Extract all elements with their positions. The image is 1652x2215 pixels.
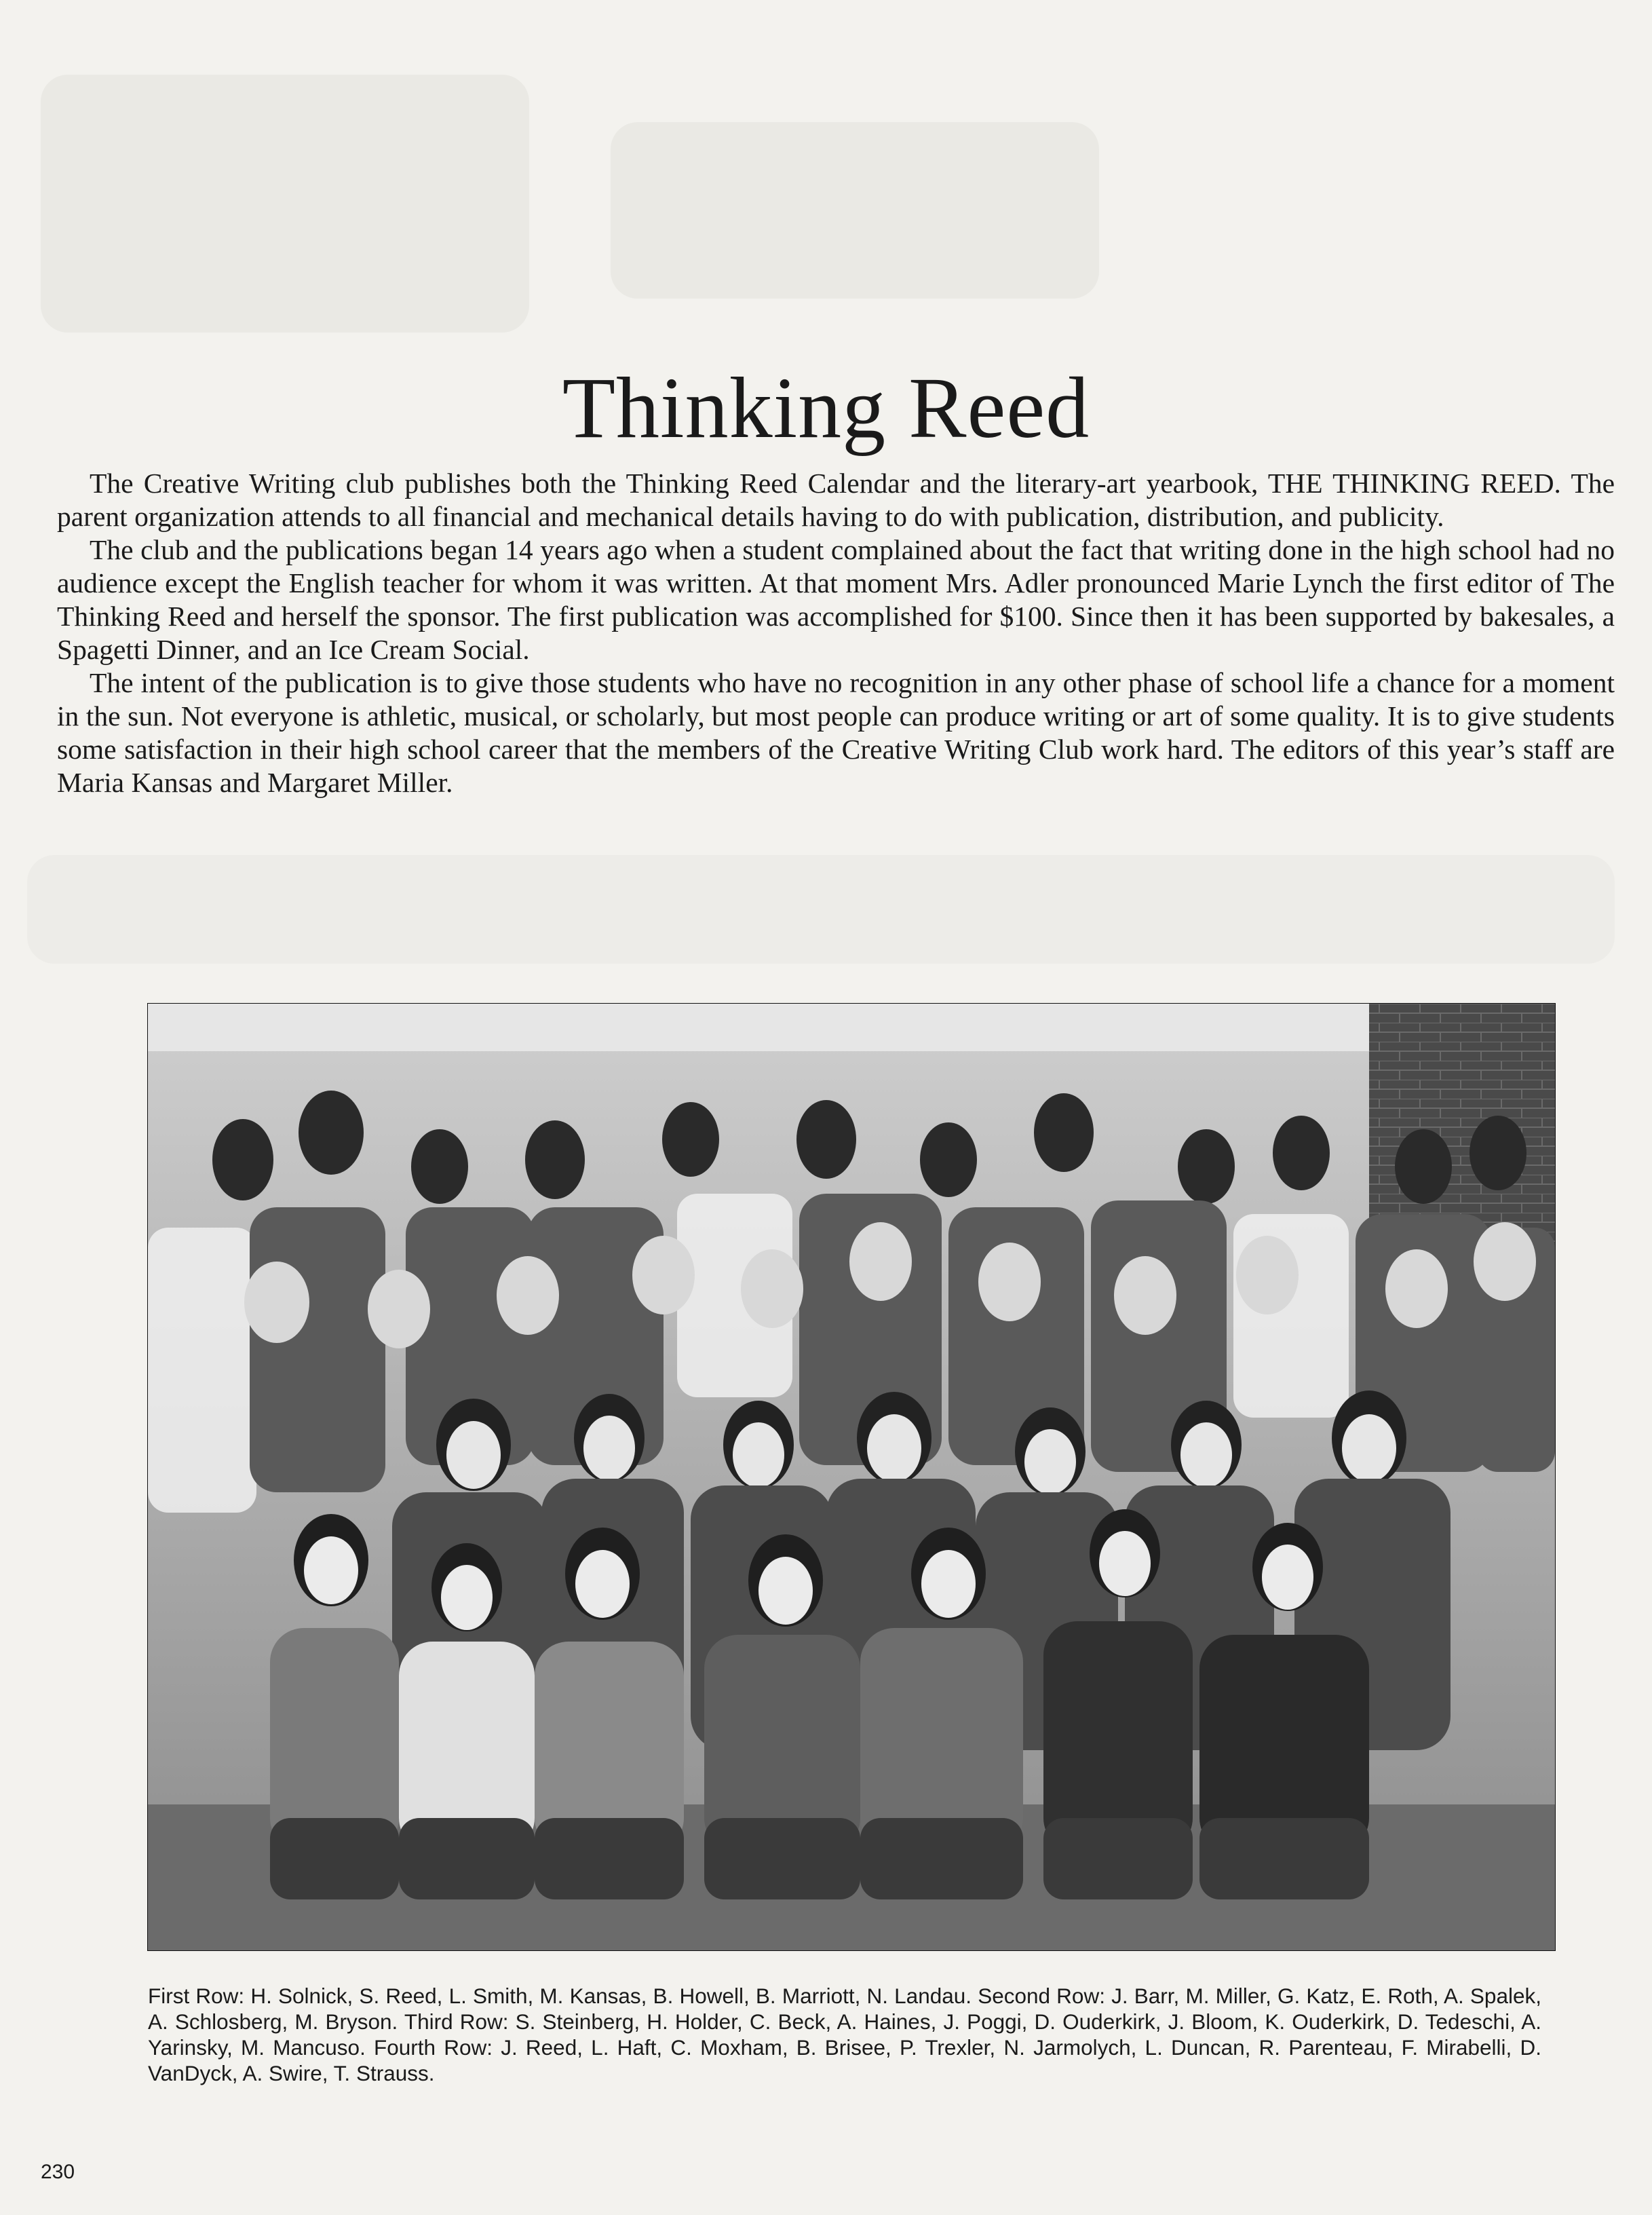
group-photo-image — [148, 1004, 1555, 1950]
page-title: Thinking Reed — [562, 359, 1090, 456]
article-body — [57, 467, 1615, 799]
paragraph-2: The club and the publications began 14 years ago when a student complained about the fact that writing done in the high school had no audience except the English teacher for whom it was written. At that moment Mrs. Adler pronounced Marie Lynch the first editor of The Thinking Reed and herself the sponsor. The first publication was accomplished for $100. Since then it has been supported by bakesales, a Spagetti Dinner, and an Ice Cream Social. — [57, 534, 1615, 665]
group-photo — [147, 1003, 1556, 1951]
paragraph-3: The intent of the publication is to give those students who have no recognition in any other phase of school life a chance for a moment in the sun. Not everyone is athletic, musical, or scholarly, but most people can produce writing or art of some quality. It is to give students some satisfaction in their high school career that the members of the Creative Writing Club work hard. The editors of this year’s staff are Maria Kansas and Margaret Miller. — [57, 667, 1615, 798]
paragraph-1: The Creative Writing club publishes both the Thinking Reed Calendar and the literary-art yearbook, THE THINKING REED. The parent organization attends to all financial and mechanical details having to do with publication, distribution, and publicity. — [57, 468, 1615, 532]
photo-caption: First Row: H. Solnick, S. Reed, L. Smith, M. Kansas, B. Howell, B. Marriott, N. Landau. Second Row: J. Barr, M. Miller, G. Katz, E. Roth, A. Spalek, A. Schlosberg, M. Bryson. Third Row: S. Steinberg, H. Holder, C. Beck, A. Haines, J. Poggi, D. Ouderkirk, J. Bloom, K. Ouderkirk, D. Tedeschi, A. Yarinsky, M. Mancuso. Fourth Row: J. Reed, L. Haft, C. Moxham, B. Brisee, P. Trexler, N. Jarmolych, L. Duncan, R. Parenteau, F. Mirabelli, D. VanDyck, A. Swire, T. Strauss. — [148, 1984, 1541, 2085]
page-number: 230 — [41, 2161, 75, 2183]
